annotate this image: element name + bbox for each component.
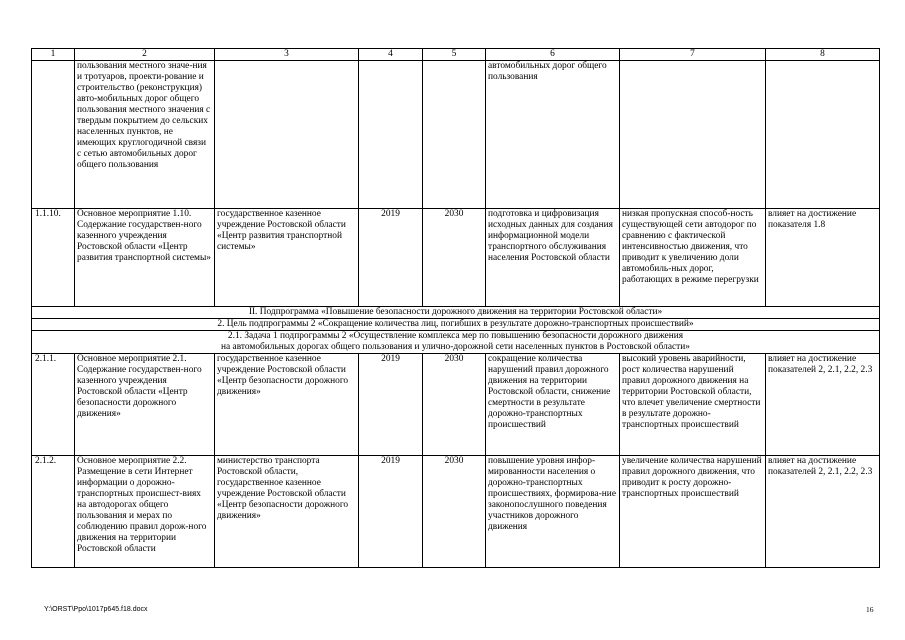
table-row	[32, 354, 880, 456]
event-cell: Основное мероприятие 1.10. Содержание государствен-ного казенного учреждения Ростовской области «Центр развития транспортной системы»	[75, 209, 215, 307]
header-cell: 3	[215, 49, 359, 61]
link-cell	[766, 61, 880, 209]
result-cell: подготовка и цифровизация исходных данных для создания информационной модели транспортного обслуживания населения Ростовской области	[486, 209, 620, 307]
executor-cell: государственное казенное учреждение Ростовской области «Центр безопасности дорожного движения»	[215, 354, 359, 456]
start-year-cell: 2019	[359, 456, 423, 568]
end-year-cell	[423, 61, 486, 209]
goal-title: 2. Цель подпрограммы 2 «Сокращение количества лиц, погибших в результате дорожно-транспортных происшествий»	[32, 319, 880, 331]
file-path: Y:\ORST\Ppo\1017p645.f18.docx	[44, 606, 148, 613]
table-row	[32, 61, 880, 209]
header-cell: 5	[423, 49, 486, 61]
task-title	[32, 331, 880, 354]
header-cell: 2	[75, 49, 215, 61]
row-number: 2.1.2.	[32, 456, 75, 568]
header-cell: 6	[486, 49, 620, 61]
task-row	[32, 331, 880, 354]
subprogram-title: II. Подпрограмма «Повышение безопасности дорожного движения на территории Ростовской области»	[32, 307, 880, 319]
link-cell: влияет на достижение показателей 2, 2.1, 2.2, 2.3	[766, 456, 880, 568]
header-cell: 4	[359, 49, 423, 61]
row-number: 1.1.10.	[32, 209, 75, 307]
page-number: 16	[866, 605, 874, 614]
start-year-cell	[359, 61, 423, 209]
consequence-cell: увеличение количества нарушений правил дорожного движения, что приводит к росту дорожно-транспортных происшествий	[620, 456, 766, 568]
result-cell: автомобильных дорог общего пользования	[486, 61, 620, 209]
start-year-cell: 2019	[359, 354, 423, 456]
subprogram-row	[32, 307, 880, 319]
table-row	[32, 209, 880, 307]
event-cell: Основное мероприятие 2.2. Размещение в сети Интернет информации о дорожно-транспортных происшест-виях на автодорогах общего пользования и мерах по соблюдению правил дорож-ного движения на территории Ростовской области	[75, 456, 215, 568]
document-page	[31, 48, 879, 568]
executor-cell: министерство транспорта Ростовской области, государственное казенное учреждение Ростовской области «Центр безопасности дорожного движения»	[215, 456, 359, 568]
header-cell: 7	[620, 49, 766, 61]
header-cell: 1	[32, 49, 75, 61]
header-cell: 8	[766, 49, 880, 61]
end-year-cell: 2030	[423, 456, 486, 568]
table-row	[32, 456, 880, 568]
event-cell: Основное мероприятие 2.1. Содержание государствен-ного казенного учреждения Ростовской области «Центр безопасности дорожного движения»	[75, 354, 215, 456]
executor-cell	[215, 61, 359, 209]
executor-cell: государственное казенное учреждение Ростовской области «Центр развития транспортной системы»	[215, 209, 359, 307]
end-year-cell: 2030	[423, 209, 486, 307]
task-line-1: 2.1. Задача 1 подпрограммы 2 «Осуществление комплекса мер по повышению безопасности дорожного движения	[227, 331, 684, 341]
header-row	[32, 49, 880, 61]
consequence-cell: высокий уровень аварийности, рост количества нарушений правил дорожного движения на территории Ростовской области, что влечет увеличение смертности в результате дорожно-транспортных происшествий	[620, 354, 766, 456]
link-cell: влияет на достижение показателей 2, 2.1, 2.2, 2.3	[766, 354, 880, 456]
measures-table	[31, 48, 880, 568]
start-year-cell: 2019	[359, 209, 423, 307]
result-cell: сокращение количества нарушений правил дорожного движения на территории Ростовской области, снижение смертности в результате дорожно-транспортных происшествий	[486, 354, 620, 456]
consequence-cell	[620, 61, 766, 209]
consequence-cell: низкая пропускная способ-ность существующей сети автодорог по сравнению с фактической интенсивностью движения, что приводит к увеличению доли автомобиль-ных дорог, работающих в режиме перегрузки	[620, 209, 766, 307]
row-number	[32, 61, 75, 209]
result-cell: повышение уровня инфор-мированности населения о дорожно-транспортных происшествиях, формирова-ние законопослушного поведения участников дорожного движения	[486, 456, 620, 568]
event-cell: пользования местного значе-ния и тротуаров, проекти-рование и строительство (реконструкция) авто-мобильных дорог общего пользования местного значения с твердым покрытием до сельских населенных пунктов, не имеющих круглогодичной связи с сетью автомобильных дорог общего пользования	[75, 61, 215, 209]
goal-row	[32, 319, 880, 331]
end-year-cell: 2030	[423, 354, 486, 456]
task-line-2: на автомобильных дорогах общего пользования и улично-дорожной сети населенных пунктов в Ростовской области»	[221, 342, 690, 352]
row-number: 2.1.1.	[32, 354, 75, 456]
link-cell: влияет на достижение показателя 1.8	[766, 209, 880, 307]
